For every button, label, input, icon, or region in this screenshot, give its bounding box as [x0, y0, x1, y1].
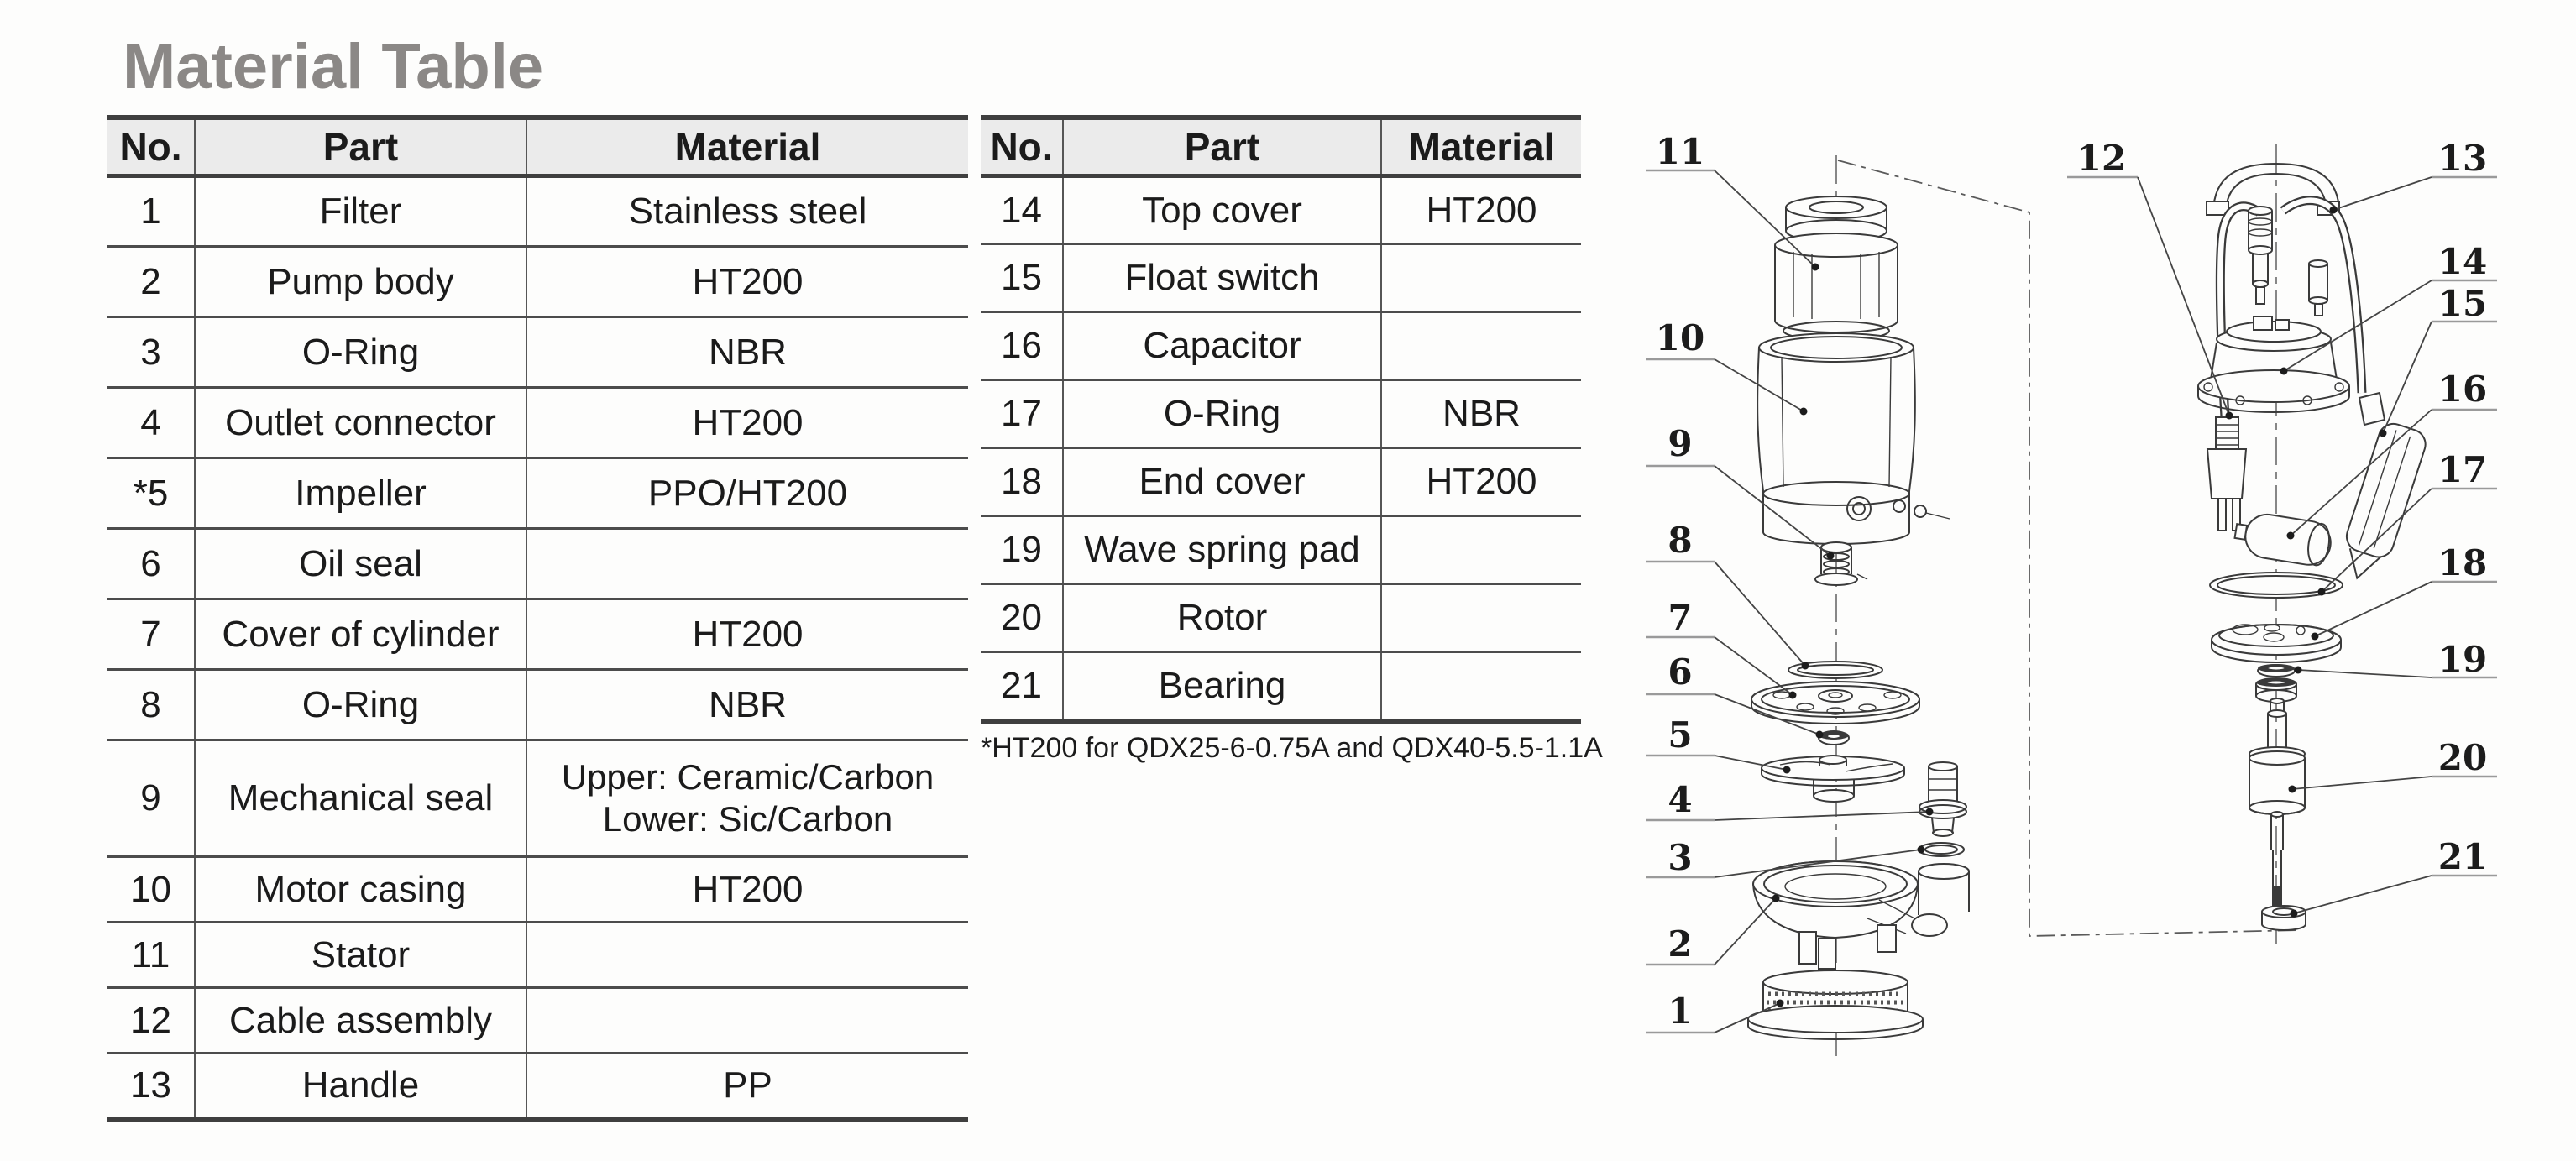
- col-header-material: Material: [1381, 118, 1581, 176]
- cell-no: 18: [981, 448, 1063, 516]
- callout-12: 12: [2076, 138, 2127, 179]
- wave-spring-pad-shape: [2258, 664, 2295, 677]
- cell-no: 9: [107, 740, 195, 857]
- outlet-connector-shape: [1919, 762, 1966, 836]
- header-row: [107, 118, 968, 176]
- col-header-part: Part: [1063, 118, 1381, 176]
- cell-material: [526, 529, 968, 599]
- table-row: [981, 176, 1581, 244]
- cell-no: *5: [107, 458, 195, 529]
- cell-material: HT200: [526, 599, 968, 670]
- cell-part: End cover: [1063, 448, 1381, 516]
- cable-gland-shape: [2249, 207, 2272, 304]
- callout-8: 8: [1668, 520, 1693, 561]
- cell-no: 12: [107, 988, 195, 1054]
- callout-9: 9: [1668, 423, 1693, 464]
- cell-no: 11: [107, 923, 195, 988]
- table-row: [981, 244, 1581, 312]
- cell-no: 8: [107, 670, 195, 740]
- col-header-part: Part: [195, 118, 526, 176]
- cell-no: 2: [107, 247, 195, 317]
- callout-19: 19: [2437, 639, 2488, 680]
- cell-part: O-Ring: [195, 670, 526, 740]
- table-row: [107, 923, 968, 988]
- cell-material: [1381, 652, 1581, 721]
- cell-part: Top cover: [1063, 176, 1381, 244]
- table-row: [107, 458, 968, 529]
- table-row: [107, 857, 968, 923]
- o-ring-3-shape: [1919, 843, 1964, 856]
- col-header-no: No.: [107, 118, 195, 176]
- material-table-right: [981, 115, 1581, 724]
- callout-6: 6: [1668, 651, 1693, 693]
- cell-part: Oil seal: [195, 529, 526, 599]
- cell-material: HT200: [1381, 448, 1581, 516]
- cell-no: 10: [107, 857, 195, 923]
- callout-17: 17: [2437, 449, 2488, 490]
- cell-material: HT200: [1381, 176, 1581, 244]
- table-row: [107, 247, 968, 317]
- cell-no: 15: [981, 244, 1063, 312]
- cell-part: Mechanical seal: [195, 740, 526, 857]
- cell-material: NBR: [526, 317, 968, 388]
- callout-4: 4: [1668, 779, 1693, 820]
- callout-3: 3: [1668, 837, 1693, 878]
- mechanical-seal-shape: [1815, 542, 1867, 585]
- rotor-shape: [2249, 698, 2305, 907]
- callout-11: 11: [1655, 131, 1705, 172]
- table-row: [107, 317, 968, 388]
- table-row: [981, 584, 1581, 652]
- cell-material: NBR: [526, 670, 968, 740]
- cell-material: HT200: [526, 247, 968, 317]
- callout-13: 13: [2437, 138, 2488, 179]
- cell-part: Wave spring pad: [1063, 516, 1381, 584]
- pump-body-shape: [1753, 861, 1969, 969]
- callout-18: 18: [2437, 542, 2488, 583]
- table-row: [107, 529, 968, 599]
- col-header-no: No.: [981, 118, 1063, 176]
- cell-material: Stainless steel: [526, 176, 968, 247]
- cell-no: 20: [981, 584, 1063, 652]
- table-row: [981, 652, 1581, 721]
- material-table-left: [107, 115, 968, 1122]
- pump-exploded-diagram: [1629, 101, 2576, 1146]
- cell-material: [1381, 584, 1581, 652]
- bearing-shape: [2262, 906, 2306, 930]
- table-row: [981, 516, 1581, 584]
- cell-no: 3: [107, 317, 195, 388]
- page-title: Material Table: [123, 31, 544, 102]
- callout-1: 1: [1668, 991, 1693, 1032]
- callout-14: 14: [2437, 241, 2488, 282]
- cell-no: 4: [107, 388, 195, 458]
- cell-part: O-Ring: [1063, 380, 1381, 448]
- cell-material: [526, 988, 968, 1054]
- callout-16: 16: [2437, 369, 2488, 410]
- cell-no: 1: [107, 176, 195, 247]
- cell-part: Float switch: [1063, 244, 1381, 312]
- cell-material: [1381, 516, 1581, 584]
- cell-part: Bearing: [1063, 652, 1381, 721]
- filter-shape: [1748, 970, 1923, 1039]
- table-row: [981, 448, 1581, 516]
- cell-part: Rotor: [1063, 584, 1381, 652]
- table-row: [107, 740, 968, 857]
- cell-material: Upper: Ceramic/Carbon Lower: Sic/Carbon: [526, 740, 968, 857]
- table-row: [107, 176, 968, 247]
- float-cable-connector-shape: [2309, 260, 2327, 316]
- cell-no: 19: [981, 516, 1063, 584]
- cell-material: HT200: [526, 388, 968, 458]
- handle-shape: [2207, 164, 2339, 215]
- col-header-material: Material: [526, 118, 968, 176]
- callout-10: 10: [1655, 317, 1705, 358]
- cell-part: Motor casing: [195, 857, 526, 923]
- cell-no: 14: [981, 176, 1063, 244]
- table-row: [981, 312, 1581, 380]
- footnote: *HT200 for QDX25-6-0.75A and QDX40-5.5-1.1A: [981, 732, 1603, 764]
- callout-5: 5: [1668, 714, 1693, 756]
- cell-material: [1381, 244, 1581, 312]
- cell-part: Handle: [195, 1054, 526, 1120]
- capacitor-shape: [2233, 510, 2334, 567]
- cell-no: 21: [981, 652, 1063, 721]
- callout-2: 2: [1668, 923, 1693, 965]
- cell-material: HT200: [526, 857, 968, 923]
- cell-part: Stator: [195, 923, 526, 988]
- table-row: [107, 670, 968, 740]
- cell-part: Impeller: [195, 458, 526, 529]
- cell-part: Cable assembly: [195, 988, 526, 1054]
- table-row: [107, 988, 968, 1054]
- callout-21: 21: [2437, 836, 2488, 877]
- cell-no: 17: [981, 380, 1063, 448]
- plug-shape: [2207, 417, 2246, 531]
- callout-15: 15: [2437, 283, 2488, 324]
- impeller-shape: [1762, 756, 1904, 802]
- cell-no: 16: [981, 312, 1063, 380]
- cell-part: Cover of cylinder: [195, 599, 526, 670]
- float-switch-shape: [2335, 393, 2430, 586]
- cell-material: [1381, 312, 1581, 380]
- cell-no: 13: [107, 1054, 195, 1120]
- cell-part: Capacitor: [1063, 312, 1381, 380]
- stator-shape: [1775, 233, 1898, 340]
- callout-20: 20: [2437, 737, 2488, 778]
- table-row: [107, 599, 968, 670]
- cell-part: Filter: [195, 176, 526, 247]
- callout-7: 7: [1668, 597, 1693, 638]
- table-row: [107, 1054, 968, 1120]
- cell-material: PPO/HT200: [526, 458, 968, 529]
- cell-material: [526, 923, 968, 988]
- motor-casing-shape: [1757, 333, 1950, 544]
- cell-part: Pump body: [195, 247, 526, 317]
- table-row: [107, 388, 968, 458]
- oil-seal-shape: [1819, 731, 1849, 745]
- table-row: [981, 380, 1581, 448]
- cell-no: 7: [107, 599, 195, 670]
- header-row: [981, 118, 1581, 176]
- cell-part: O-Ring: [195, 317, 526, 388]
- cell-part: Outlet connector: [195, 388, 526, 458]
- cell-no: 6: [107, 529, 195, 599]
- cell-material: PP: [526, 1054, 968, 1120]
- cell-material: NBR: [1381, 380, 1581, 448]
- separation-line: [1838, 160, 2301, 936]
